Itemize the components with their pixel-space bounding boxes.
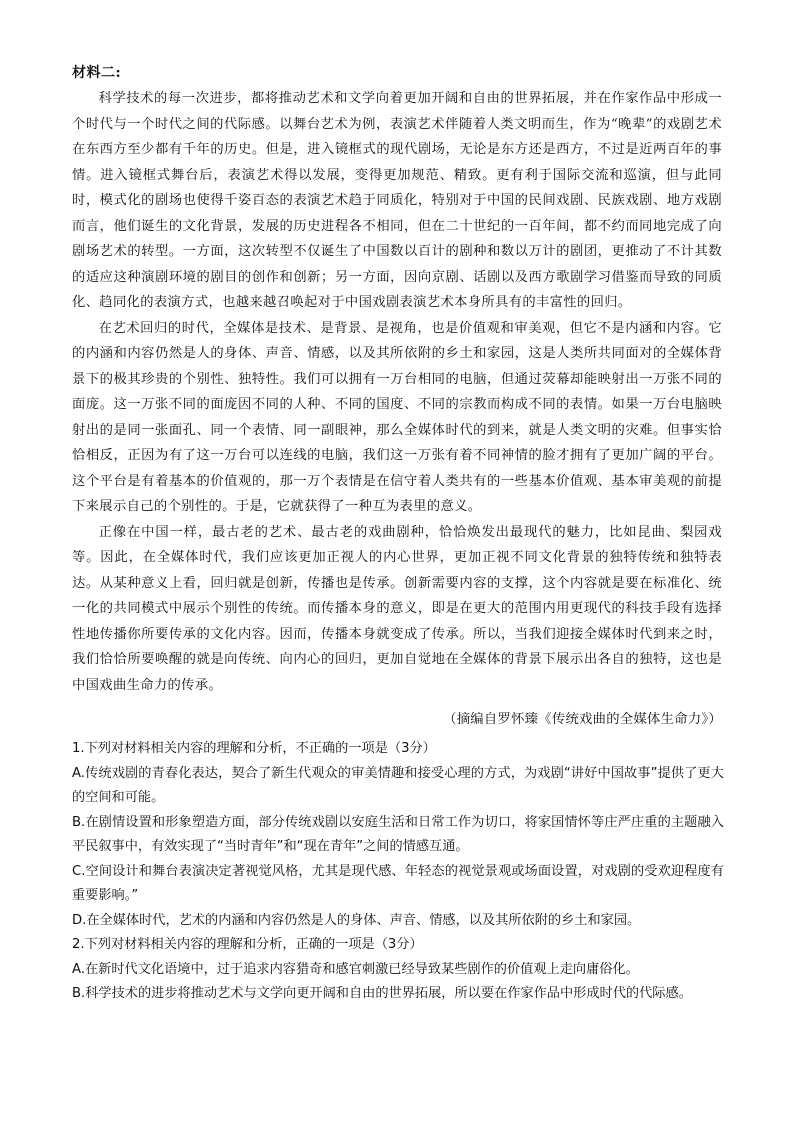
source-citation: （摘编自罗怀臻《传统戏曲的全媒体生命力》） — [443, 712, 722, 727]
question-option: D.在全媒体时代，艺术的内涵和内容仍然是人的身体、声音、情感，以及其所依附的乡土和家园。 — [72, 912, 641, 928]
material-heading: 材料二: — [72, 65, 122, 81]
question-option: B.科学技术的进步将推动艺术与文学向更开阔和自由的世界拓展，所以要在作家作品中形成时代的代际感。 — [72, 986, 692, 1001]
question-stem: 2.下列对材料相关内容的理解和分析，正确的一项是（3分） — [72, 937, 423, 952]
question-option: A.传统戏剧的青春化表达，契合了新生代观众的审美情趣和接受心理的方式，为戏剧“讲好中国故事”提供了更大的空间和可能。 — [72, 765, 724, 805]
question-option: B.在剧情设置和形象塑造方面，部分传统戏剧以安庭生活和日常工作为切口，将家国情怀等庄严庄重的主题融入平民叙事中，有效实现了“当时青年”和“现在青年”之间的情感互通。 — [72, 814, 724, 854]
article-paragraph: 在艺术回归的时代，全媒体是技术、是背景、是视角，也是价值观和审美观，但它不是内涵和内容。它的内涵和内容仍然是人的身体、声音、情感，以及其所依附的乡土和家园，这是人类所共同面对的全媒体背景下的极其珍贵的个别性、独特性。我们可以拥有一万台相同的电脑，但通过荧幕却能映射出一万张不同的面庞。这一万张不同的面庞因不同的人种、不同的国度、不同的宗教而构成不同的表情。如果一万台电脑映射出的是同一张面孔、同一个表情、同一副眼神，那么全媒体时代的到来，就是人类文明的灾难。但事实恰恰相反，正因为有了这一万台可以连线的电脑，我们这一万张有着不同神情的脸才拥有了更加广阔的平台。这个平台是有着基本的价值观的，那一万个表情是在信守着人类共有的一些基本价值观、基本审美观的前提下来展示自己的个别性的。于是，它就获得了一种互为表里的意义。 — [72, 320, 722, 514]
article-paragraph: 科学技术的每一次进步，都将推动艺术和文学向着更加开阔和自由的世界拓展，并在作家作品中形成一个时代与一个时代之间的代际感。以舞台艺术为例，表演艺术伴随着人类文明而生，作为“晚辈”的戏剧艺术在东西方至少都有千年的历史。但是，进入镜框式的现代剧场，无论是东方还是西方，不过是近两百年的事情。进入镜框式舞台后，表演艺术得以发展，变得更加规范、精致。更有利于国际交流和巡演，但与此同时，模式化的剧场也使得千姿百态的表演艺术趋于同质化，特别对于中国的民间戏剧、民族戏剧、地方戏剧而言，他们诞生的文化背景，发展的历史进程各不相同，但在二十世纪的一百年间，都不约而同地完成了向剧场艺术的转型。一方面，这次转型不仅诞生了中国数以百计的剧种和数以万计的剧团，更推动了不计其数的适应这种演剧环境的剧目的创作和创新；另一方面，因向京剧、话剧以及西方歌剧学习借鉴而导致的同质化、趋同化的表演方式，也越来越召唤起对于中国戏剧表演艺术本身所具有的丰富性的回归。 — [72, 91, 722, 310]
article-paragraph: 正像在中国一样，最古老的艺术、最古老的戏曲剧种，恰恰焕发出最现代的魅力，比如昆曲、梨园戏等。因此，在全媒体时代，我们应该更加正视人的内心世界，更加正视不同文化背景的独特传统和独特表达。从某种意义上看，回归就是创新，传播也是传承。创新需要内容的支撑，这个内容就是要在标准化、统一化的共同模式中展示个别性的传统。而传播本身的意义，即是在更大的范围内用更现代的科技手段有选择性地传播你所要传承的文化内容。因而，传播本身就变成了传承。所以，当我们迎接全媒体时代到来之时，我们恰恰所要唤醒的就是向传统、向内心的回归，更加自觉地在全媒体的背景下展示出各自的独特，这也是中国戏曲生命力的传承。 — [72, 524, 722, 693]
question-stem: 1.下列对材料相关内容的理解和分析，不正确的一项是（3分） — [72, 741, 436, 756]
article-body — [72, 86, 722, 698]
question-list — [72, 737, 724, 1007]
question-option: C.空间设计和舞台表演决定著视觉风格，尤其是现代感、年轻态的视觉景观或场面设置，对戏剧的受欢迎程度有重要影响。” — [72, 863, 724, 903]
question-option: A.在新时代文化语境中，过于追求内容猎奇和感官刺激已经导致某些剧作的价值观上走向庸俗化。 — [72, 961, 639, 977]
